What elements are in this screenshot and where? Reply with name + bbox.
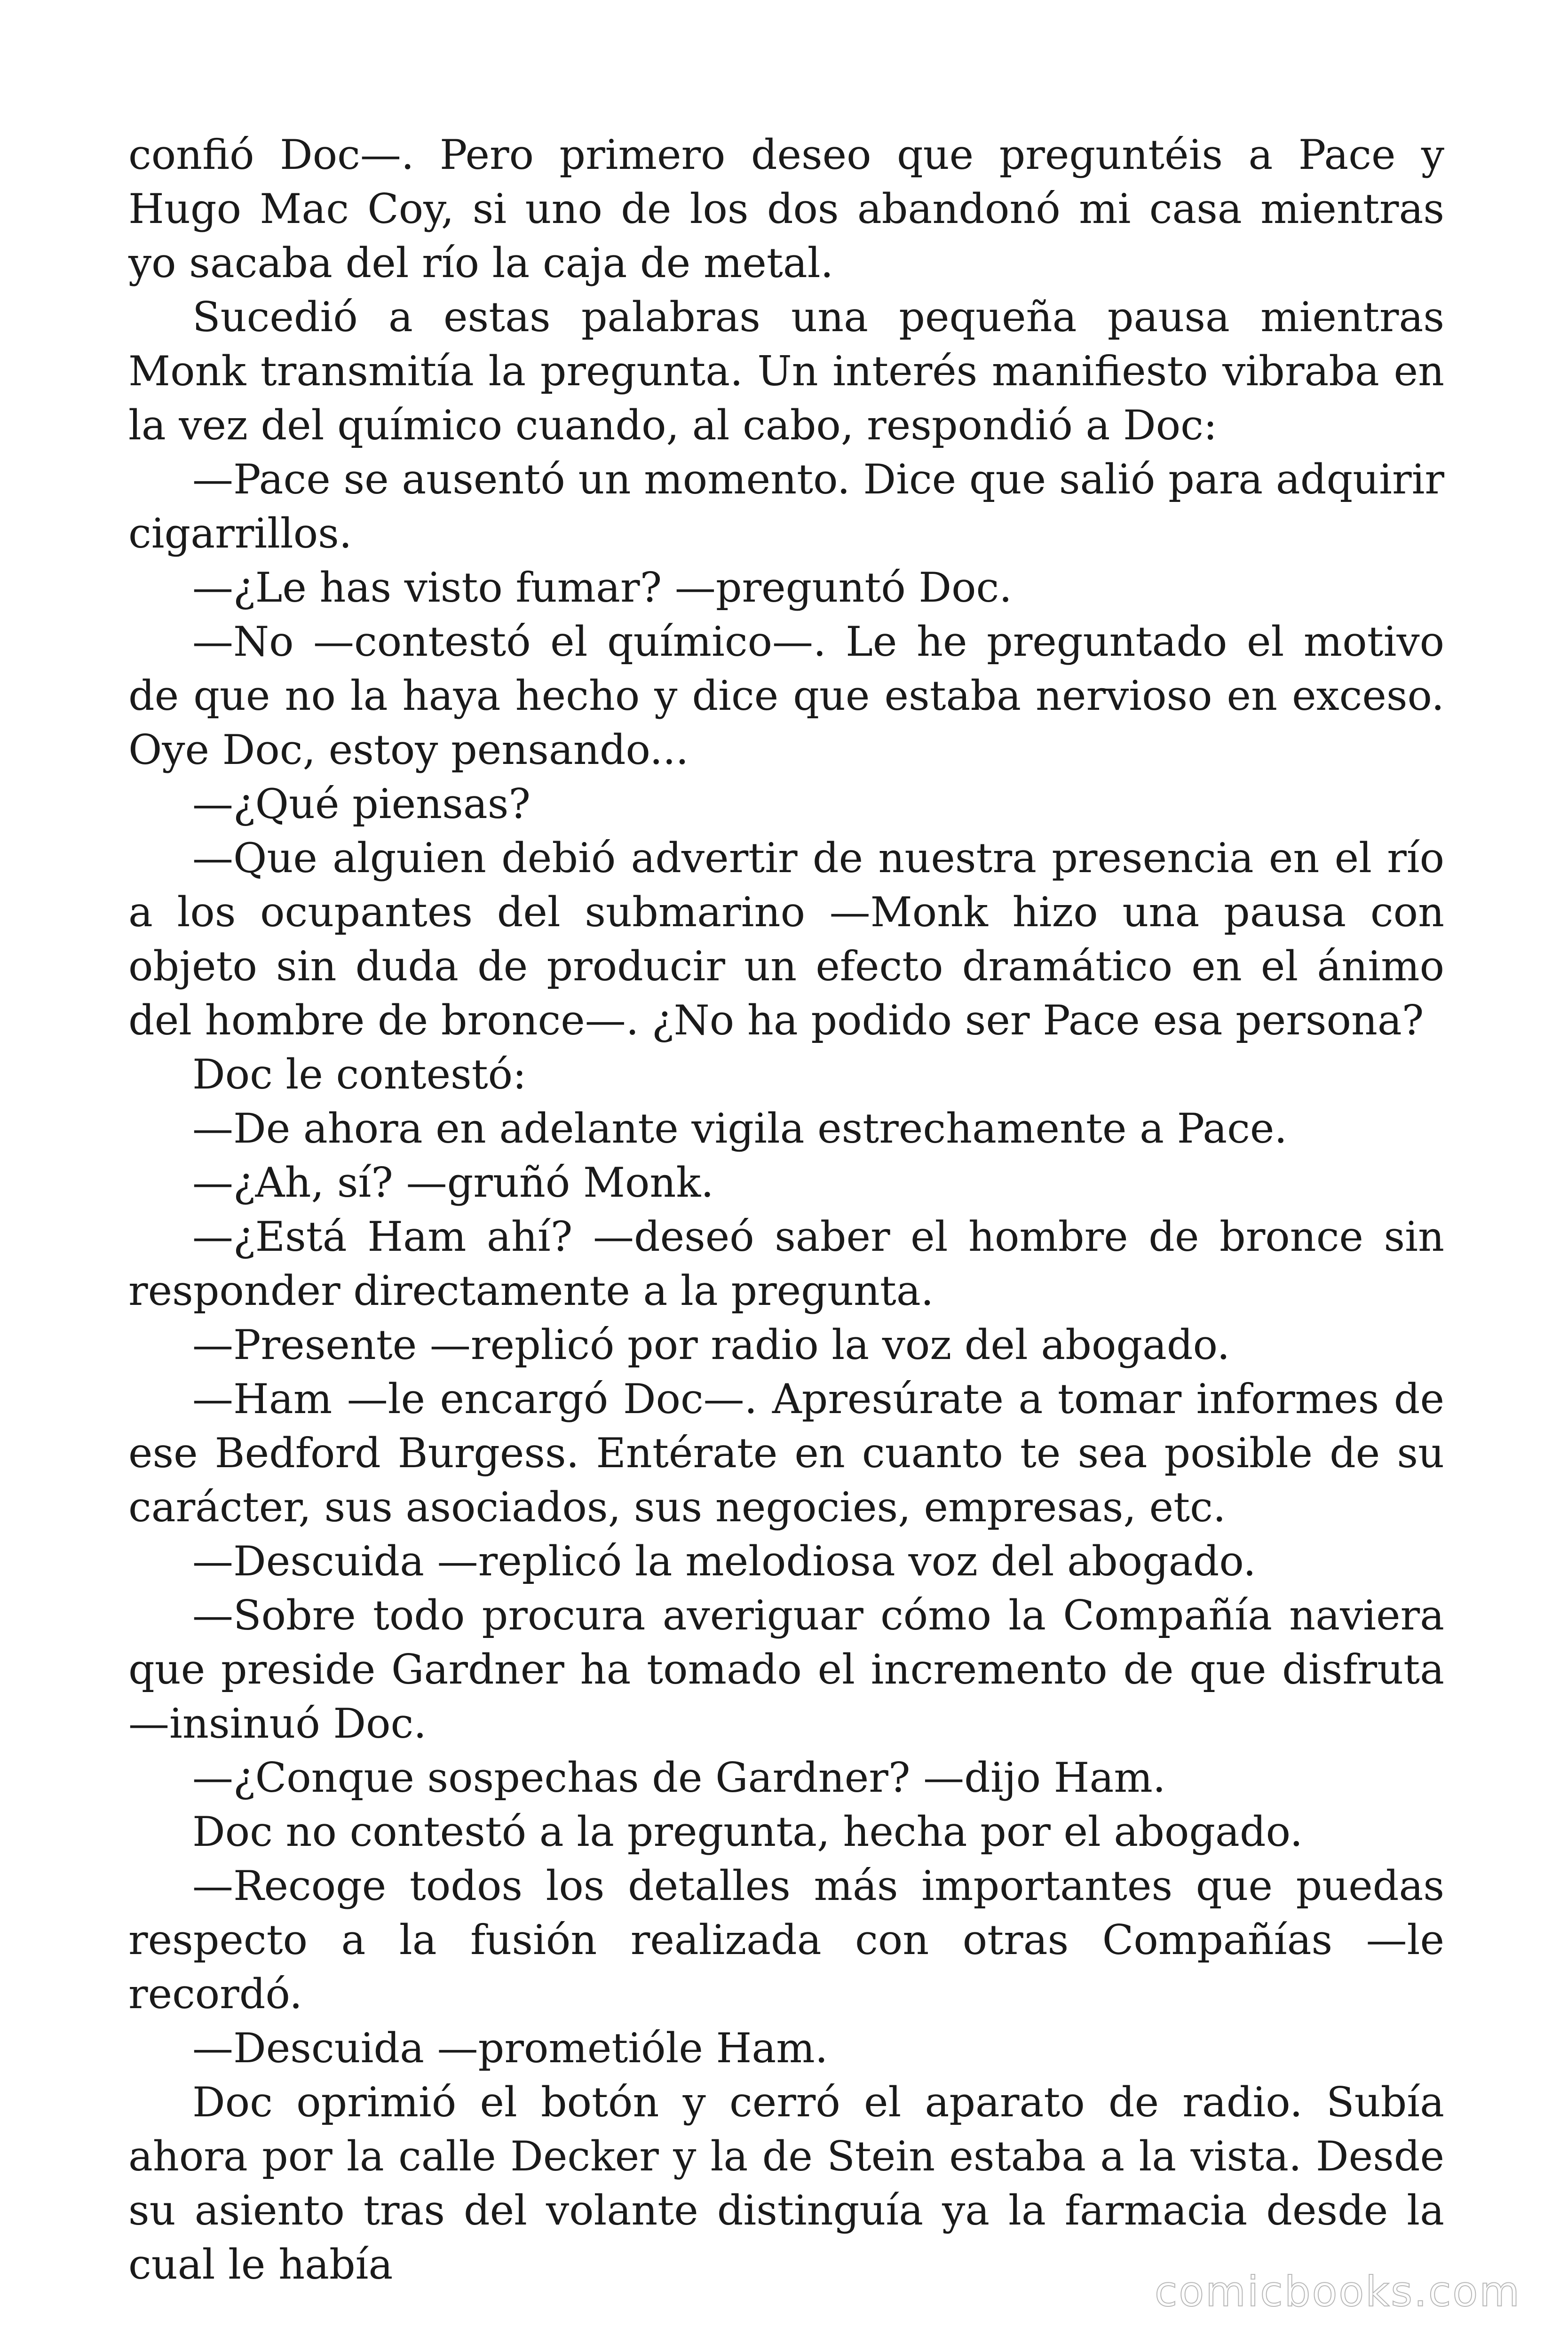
paragraph: —¿Ah, sí? —gruñó Monk. [192, 1159, 714, 1207]
paragraph: —¿Conque sospechas de Gardner? —dijo Ham. [192, 1754, 1166, 1802]
paragraph: —¿Le has visto fumar? —preguntó Doc. [192, 564, 1012, 612]
paragraph: —Sobre todo procura averiguar cómo la Compañía naviera que preside Gardner ha tomado el incremento de que disfruta —insinuó Doc. [128, 1591, 1444, 1748]
paragraph: —Descuida —replicó la melodiosa voz del abogado. [192, 1537, 1256, 1585]
paragraph: Doc oprimió el botón y cerró el aparato de radio. Subía ahora por la calle Decker y la de Stein estaba a la vista. Desde su asiento tras del volante distinguía ya la farmacia desde la cual le había [128, 2078, 1444, 2288]
paragraph: Sucedió a estas palabras una pequeña pausa mientras Monk transmitía la pregunta. Un interés manifiesto vibraba en la vez del químico cuando, al cabo, respondió a Doc: [128, 293, 1444, 449]
paragraph: —De ahora en adelante vigila estrechamente a Pace. [192, 1104, 1287, 1152]
paragraph: —Descuida —prometióle Ham. [192, 2024, 828, 2072]
paragraph: —No —contestó el químico—. Le he preguntado el motivo de que no la haya hecho y dice que estaba nervioso en exceso. Oye Doc, estoy pensando... [128, 618, 1444, 774]
paragraph: Doc no contestó a la pregunta, hecha por el abogado. [192, 1808, 1303, 1856]
paragraph: —¿Qué piensas? [192, 780, 531, 828]
paragraph: —Recoge todos los detalles más importantes que puedas respecto a la fusión realizada con otras Compañías —le recordó. [128, 1862, 1444, 2018]
paragraph: —Presente —replicó por radio la voz del abogado. [192, 1321, 1230, 1369]
watermark: comicbooks.com [1154, 2267, 1521, 2316]
paragraph: —Pace se ausentó un momento. Dice que salió para adquirir cigarrillos. [128, 455, 1444, 557]
paragraph: Doc le contestó: [192, 1050, 527, 1098]
paragraph: —Ham —le encargó Doc—. Apresúrate a tomar informes de ese Bedford Burgess. Entérate en cuanto te sea posible de su carácter, sus asociados, sus negocies, empresas, etc. [128, 1375, 1444, 1531]
paragraph: —¿Está Ham ahí? —deseó saber el hombre de bronce sin responder directamente a la pregunta. [128, 1213, 1444, 1315]
paragraph: confió Doc—. Pero primero deseo que preguntéis a Pace y Hugo Mac Coy, si uno de los dos abandonó mi casa mientras yo sacaba del río la caja de metal. [128, 131, 1444, 287]
book-page-text [128, 128, 1444, 2292]
paragraph: —Que alguien debió advertir de nuestra presencia en el río a los ocupantes del submarino —Monk hizo una pausa con objeto sin duda de producir un efecto dramático en el ánimo del hombre de bronce—. ¿No ha podido ser Pace esa persona? [128, 834, 1444, 1044]
